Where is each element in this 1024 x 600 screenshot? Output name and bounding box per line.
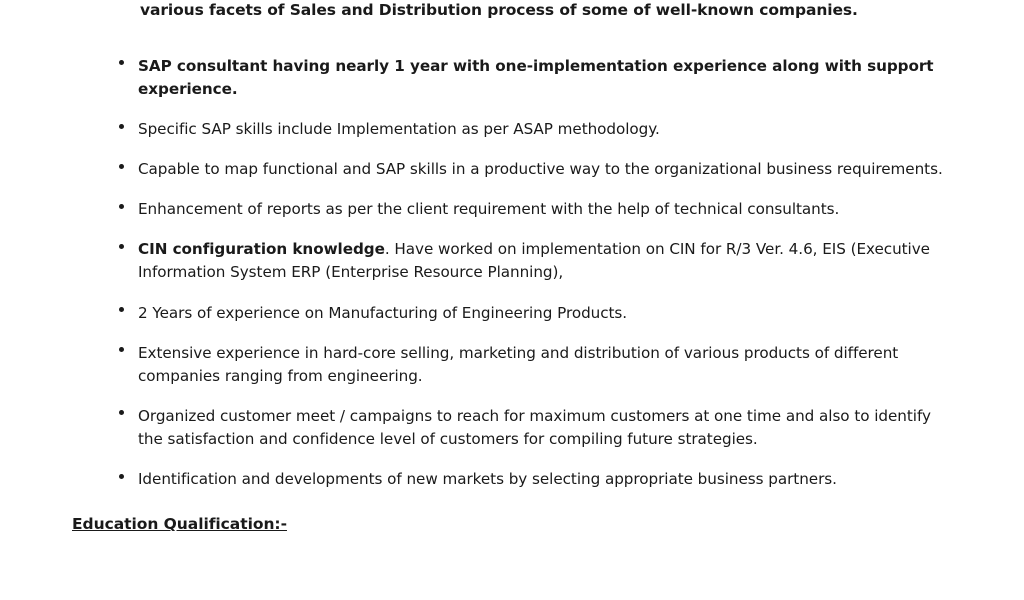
bullet-dot-icon xyxy=(119,164,124,169)
list-item-rest: . Have worked on implementation on CIN for R/3 Ver. 4.6, EIS (Executive Information System ERP (Enterprise Resource Planning), xyxy=(138,240,930,282)
list-item xyxy=(72,342,952,388)
list-item-text: Extensive experience in hard-core selling, marketing and distribution of various products of different companies ranging from engineering. xyxy=(138,343,899,385)
list-item-lead: CIN configuration knowledge xyxy=(138,240,385,259)
bullet-dot-icon xyxy=(119,244,124,249)
list-item-text: Organized customer meet / campaigns to reach for maximum customers at one time and also to identify the satisfaction and confidence level of customers for compiling future strategies. xyxy=(138,406,931,448)
qualifications-bullet-list xyxy=(72,55,952,491)
list-item-text: Specific SAP skills include Implementation as per ASAP methodology. xyxy=(138,120,660,139)
bullet-dot-icon xyxy=(119,410,124,415)
list-item xyxy=(72,198,952,221)
list-item-text xyxy=(138,238,952,284)
list-item-text: Enhancement of reports as per the client requirement with the help of technical consultants. xyxy=(138,200,840,219)
intro-paragraph: various facets of Sales and Distribution process of some of well-known companies. xyxy=(140,1,858,19)
bullet-dot-icon xyxy=(119,474,124,479)
list-item xyxy=(72,238,952,284)
list-item-text: Identification and developments of new markets by selecting appropriate business partners. xyxy=(138,470,837,489)
bullet-dot-icon xyxy=(119,60,124,65)
bullet-dot-icon xyxy=(119,124,124,129)
list-item-text: Capable to map functional and SAP skills in a productive way to the organizational business requirements. xyxy=(138,160,943,179)
list-item xyxy=(72,158,952,181)
list-item xyxy=(72,55,952,101)
bullet-dot-icon xyxy=(119,307,124,312)
section-heading-education: Education Qualification:- xyxy=(72,515,287,534)
list-item xyxy=(72,302,952,325)
bullet-dot-icon xyxy=(119,347,124,352)
list-item xyxy=(72,405,952,451)
list-item xyxy=(72,118,952,141)
list-item-text: 2 Years of experience on Manufacturing of Engineering Products. xyxy=(138,303,628,322)
list-item-text: SAP consultant having nearly 1 year with one-implementation experience along with support experience. xyxy=(138,56,934,99)
list-item xyxy=(72,468,952,491)
bullet-dot-icon xyxy=(119,204,124,209)
